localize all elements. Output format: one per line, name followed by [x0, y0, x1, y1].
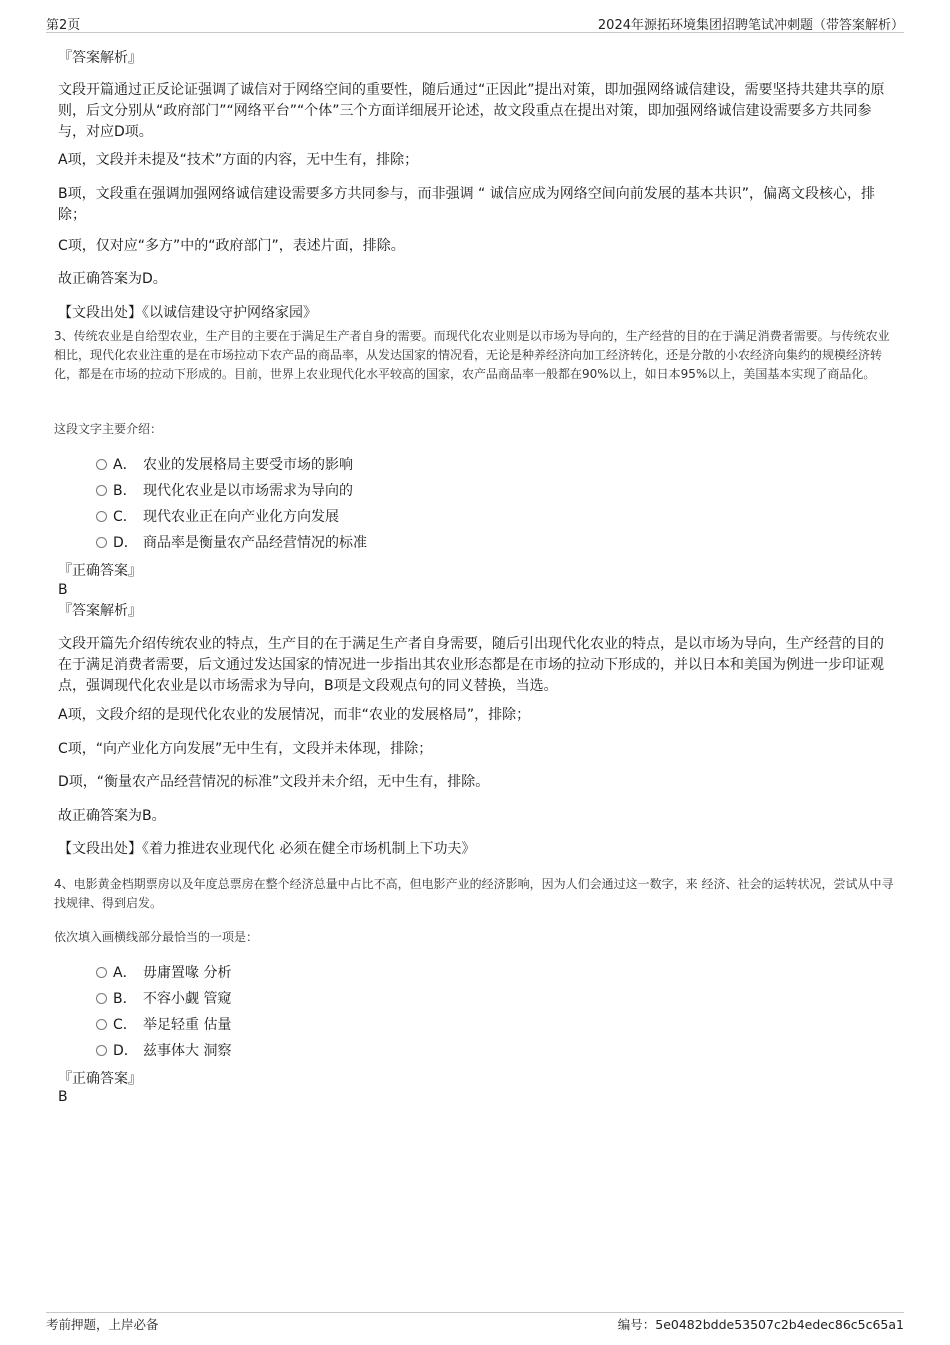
q2-explanation-para2: A项，文段并未提及“技术”方面的内容，无中生有，排除； [58, 152, 419, 168]
document-title: 2024年源拓环境集团招聘笔试冲刺题（带答案解析） [597, 18, 904, 33]
q4-option-b[interactable]: B． 不容小觑 管窥 [96, 989, 231, 1009]
radio-icon[interactable] [96, 1045, 107, 1056]
q4-prompt: 依次填入画横线部分最恰当的一项是： [54, 930, 259, 944]
q3-answer: B [58, 582, 68, 598]
q4-option-c[interactable]: C． 举足轻重 估量 [96, 1015, 231, 1035]
q2-explanation-para1: 文段开篇通过正反论证强调了诚信对于网络空间的重要性，随后通过“正因此”提出对策，即加强网络诚信建设，需要坚持共建共享的原则，后文分别从“政府部门”“网络平台”“个体”三个方面详细展开论述，故文段重点在提出对策，即加强网络诚信建设需要多方共同参与，对应D项。 [58, 82, 885, 140]
radio-icon[interactable] [96, 993, 107, 1004]
page-number: 第2页 [46, 18, 81, 33]
q4-option-d[interactable]: D． 兹事体大 洞察 [96, 1041, 231, 1061]
q2-explanation-para3: B项，文段重在强调加强网络诚信建设需要多方共同参与，而非强调 “ 诚信应成为网络空间向前发展的基本共识”，偏离文段核心，排除； [58, 186, 876, 223]
q3-prompt: 这段文字主要介绍： [54, 422, 163, 436]
q3-explanation-para5: 故正确答案为B。 [58, 808, 166, 824]
q3-explanation-para2: A项，文段介绍的是现代化农业的发展情况，而非“农业的发展格局”，排除； [58, 707, 531, 723]
document-id: 编号：5e0482bdde53507c2b4edec86c5c65a1 [617, 1317, 904, 1332]
radio-icon[interactable] [96, 485, 107, 496]
q3-option-a[interactable]: A． 农业的发展格局主要受市场的影响 [96, 455, 353, 475]
footer-slogan: 考前押题，上岸必备 [46, 1317, 159, 1332]
q3-option-c[interactable]: C． 现代农业正在向产业化方向发展 [96, 507, 339, 527]
q2-explanation-label: 『答案解析』 [58, 50, 142, 66]
q3-explanation-para4: D项，“衡量农产品经营情况的标准”文段并未介绍，无中生有，排除。 [58, 774, 490, 790]
q2-explanation-para4: C项，仅对应“多方”中的“政府部门”，表述片面，排除。 [58, 238, 405, 254]
q3-explanation-para1: 文段开篇先介绍传统农业的特点，生产目的在于满足生产者自身需要，随后引出现代化农业的特点，是以市场为导向，生产经营的目的在于满足消费者需要，后文通过发达国家的情况进一步指出其农业形态都是在市场的拉动下形成的，并以日本和美国为例进一步印证观点，强调现代化农业是以市场需求为导向，B项是文段观点句的同义替换，当选。 [58, 636, 884, 694]
q4-answer-label: 『正确答案』 [58, 1071, 142, 1087]
q3-answer-label: 『正确答案』 [58, 563, 142, 579]
q2-source: 【文段出处】《以诚信建设守护网络家园》 [58, 305, 317, 321]
q3-explanation-para3: C项，“向产业化方向发展”无中生有，文段并未体现，排除； [58, 741, 433, 757]
q4-answer: B [58, 1089, 68, 1105]
q4-stem: 4、电影黄金档期票房以及年度总票房在整个经济总量中占比不高，但电影产业的经济影响，因为人们会通过这一数字，来 经济、社会的运转状况，尝试从中寻找规律、得到启发。 [54, 877, 894, 910]
radio-icon[interactable] [96, 459, 107, 470]
page-header [46, 14, 904, 33]
q3-option-d[interactable]: D． 商品率是衡量农产品经营情况的标准 [96, 533, 367, 553]
q2-explanation-para5: 故正确答案为D。 [58, 271, 167, 287]
radio-icon[interactable] [96, 511, 107, 522]
radio-icon[interactable] [96, 1019, 107, 1030]
radio-icon[interactable] [96, 967, 107, 978]
radio-icon[interactable] [96, 537, 107, 548]
q3-source: 【文段出处】《着力推进农业现代化 必须在健全市场机制上下功夫》 [58, 841, 476, 857]
page-footer [46, 1312, 904, 1333]
q3-explanation-label: 『答案解析』 [58, 603, 142, 619]
q3-option-b[interactable]: B． 现代化农业是以市场需求为导向的 [96, 481, 353, 501]
q4-option-a[interactable]: A． 毋庸置喙 分析 [96, 963, 231, 983]
q3-stem: 3、传统农业是自给型农业，生产目的主要在于满足生产者自身的需要。而现代化农业则是以市场为导向的，生产经营的目的在于满足消费者需要。与传统农业相比，现代化农业注重的是在市场拉动下农产品的商品率，从发达国家的情况看，无论是种养经济向加工经济转化，还是分散的小农经济向集约的规模经济转化，都是在市场的拉动下形成的。目前，世界上农业现代化水平较高的国家，农产品商品率一般都在90%以上，如日本95%以上，美国基本实现了商品化。 [54, 329, 890, 381]
